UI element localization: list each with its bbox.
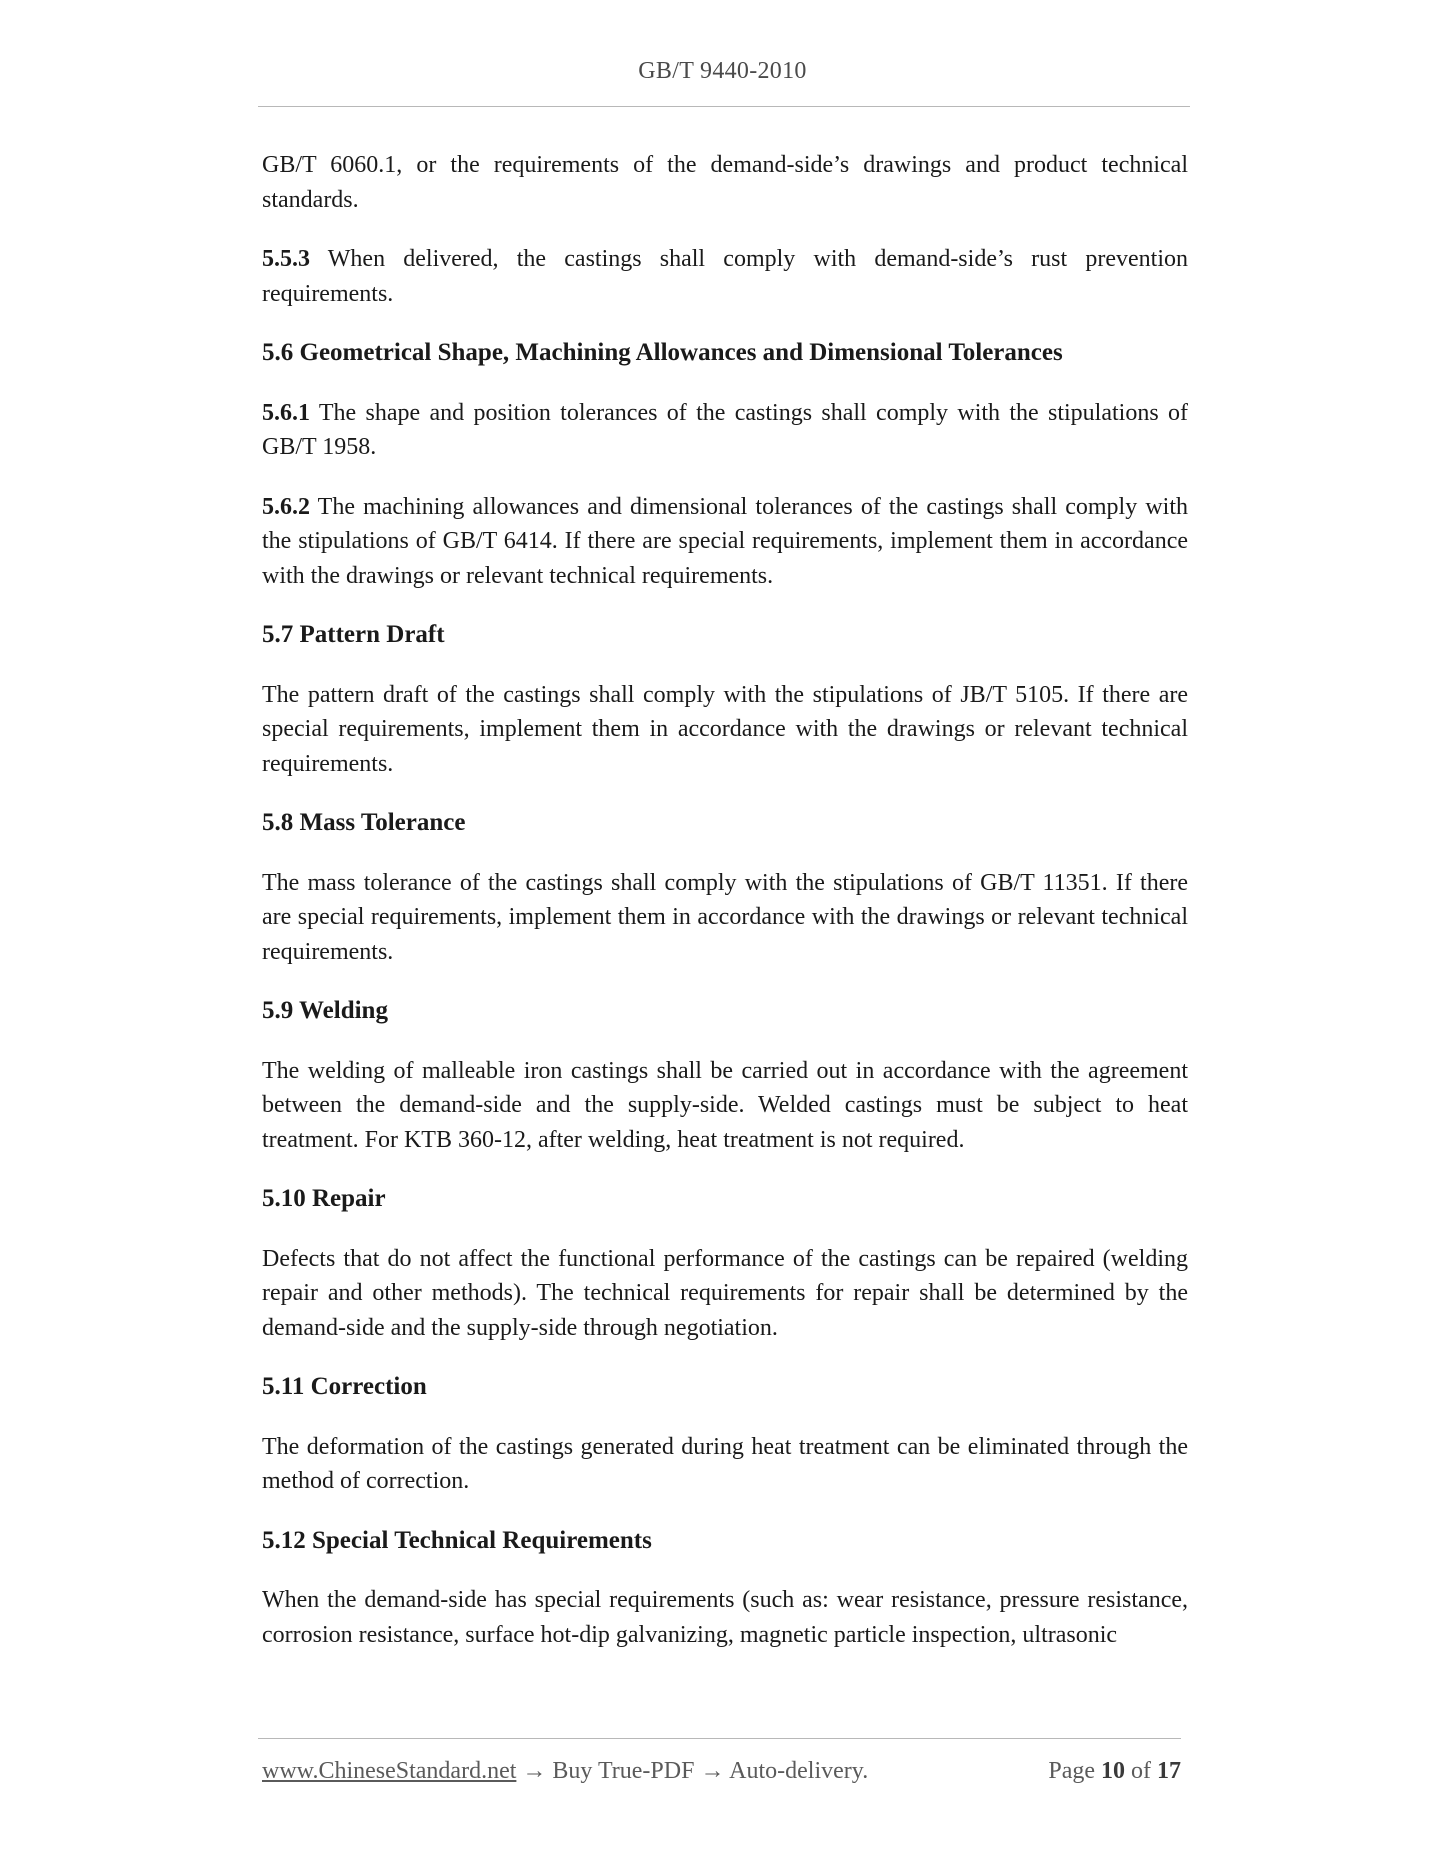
page-header-title: GB/T 9440-2010: [638, 58, 807, 84]
arrow-right-icon: →: [700, 1758, 725, 1784]
section-heading-5-7: 5.7 Pattern Draft: [262, 621, 445, 648]
paragraph: GB/T 6060.1, or the requirements of the demand-side’s drawings and product technical standards.: [262, 152, 1188, 213]
section-heading-5-10: 5.10 Repair: [262, 1185, 386, 1212]
page-total: 17: [1157, 1758, 1181, 1784]
section-heading-5-11: 5.11 Correction: [262, 1373, 427, 1400]
page-number: Page 10 of 17: [1048, 1758, 1181, 1784]
header-divider: [258, 106, 1190, 107]
section-heading-5-6: 5.6 Geometrical Shape, Machining Allowances and Dimensional Tolerances: [262, 339, 1063, 366]
footer-promo: [262, 1758, 868, 1785]
section-heading-5-8: 5.8 Mass Tolerance: [262, 809, 466, 836]
auto-delivery-text: Auto-delivery.: [729, 1758, 869, 1784]
page-current: 10: [1101, 1758, 1125, 1784]
paragraph: When the demand-side has special requirements (such as: wear resistance, pressure resistance, corrosion resistance, surface hot-dip galvanizing, magnetic particle inspection, ultrasonic: [262, 1587, 1188, 1648]
clause-number: 5.6.1: [262, 399, 310, 426]
arrow-right-icon: →: [522, 1758, 547, 1784]
paragraph: The welding of malleable iron castings shall be carried out in accordance with the agreement between the demand-side and the supply-side. Welded castings must be subject to heat treatment. For KTB 360-12, after welding, heat treatment is not required.: [262, 1057, 1188, 1153]
footer-divider: [258, 1738, 1181, 1739]
section-heading-5-9: 5.9 Welding: [262, 997, 388, 1024]
paragraph: The mass tolerance of the castings shall comply with the stipulations of GB/T 11351. If there are special requirements, implement them in accordance with the drawings or relevant technical requirements.: [262, 869, 1188, 965]
paragraph: Defects that do not affect the functional performance of the castings can be repaired (welding repair and other methods). The technical requirements for repair shall be determined by the demand-side and the supply-side through negotiation.: [262, 1245, 1188, 1341]
website-link[interactable]: www.ChineseStandard.net: [262, 1758, 517, 1784]
clause-number: 5.5.3: [262, 246, 310, 272]
clause-5-6-2: 5.6.2 The machining allowances and dimensional tolerances of the castings shall comply with the stipulations of GB/T 6414. If there are special requirements, implement them in accordance with the drawings or relevant technical requirements.: [262, 493, 1188, 589]
clause-5-5-3: 5.5.3 When delivered, the castings shall comply with demand-side’s rust prevention requirements.: [262, 246, 1188, 307]
paragraph: The deformation of the castings generated during heat treatment can be eliminated through the method of correction.: [262, 1433, 1188, 1494]
page-footer: [262, 1758, 1181, 1794]
section-heading-5-12: 5.12 Special Technical Requirements: [262, 1526, 652, 1554]
clause-number: 5.6.2: [262, 493, 310, 520]
buy-pdf-text: Buy True-PDF: [552, 1758, 695, 1784]
clause-5-6-1: 5.6.1 The shape and position tolerances of the castings shall comply with the stipulations of GB/T 1958.: [262, 399, 1188, 460]
paragraph: The pattern draft of the castings shall comply with the stipulations of JB/T 5105. If there are special requirements, implement them in accordance with the drawings or relevant technical requirements.: [262, 681, 1188, 777]
document-body: [262, 148, 1188, 1677]
